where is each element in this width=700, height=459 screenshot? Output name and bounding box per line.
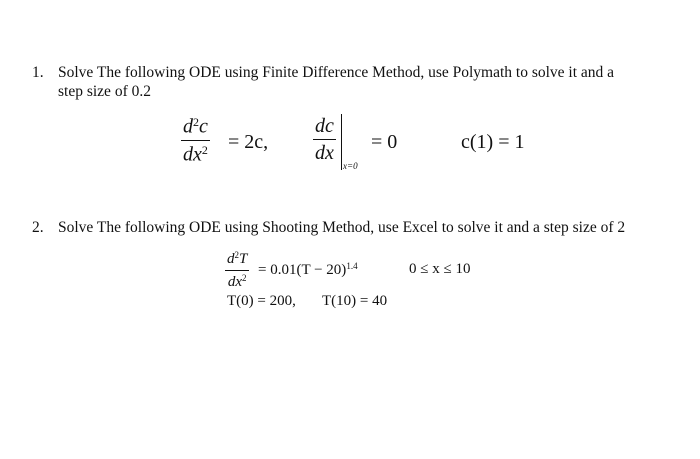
p1-eq1-rhs: = 2c,: [228, 131, 269, 153]
problem-1-text-line-2: step size of 0.2: [58, 83, 151, 100]
evaluation-bar: [341, 114, 342, 170]
p1-dc: dc: [315, 115, 334, 137]
p2-t: T: [239, 250, 248, 267]
p2-boundary-condition-1: T(0) = 200,: [227, 293, 296, 309]
p2-domain: 0 ≤ x ≤ 10: [409, 261, 471, 277]
p1-d: d: [183, 115, 193, 138]
p1-eval-point: x=0: [343, 161, 358, 171]
problem-1-number: 1.: [32, 64, 44, 81]
p2-dx-exp: 2: [242, 273, 247, 284]
problem-1-text-line-1: Solve The following ODE using Finite Difference Method, use Polymath to solve it and a: [58, 64, 615, 81]
p1-dx-2: dx: [315, 142, 334, 165]
p2-rhs-exp: 1.4: [346, 261, 358, 271]
p2-dx: dx: [227, 274, 242, 291]
p2-second-derivative-fraction: [225, 251, 249, 290]
p1-boundary-condition: c(1) = 1: [461, 131, 525, 153]
problem-2-text-line-1: Solve The following ODE using Shooting Method, use Excel to solve it and a step size of 2: [58, 219, 626, 236]
p1-eq2-rhs: = 0: [371, 131, 398, 153]
p1-c: c: [199, 115, 208, 138]
p1-d-exp: 2: [193, 115, 199, 129]
p1-dx-exp: 2: [201, 142, 208, 157]
p1-second-derivative-fraction: [181, 116, 210, 164]
p2-d-exp: 2: [234, 250, 239, 260]
p2-eq1-rhs: [258, 261, 358, 279]
p1-dx: dx: [183, 143, 202, 166]
problem-2-number: 2.: [32, 219, 44, 236]
p1-first-derivative-fraction: [313, 116, 336, 163]
p2-rhs-main: = 0.01(T − 20): [258, 261, 347, 278]
p2-boundary-condition-2: T(10) = 40: [322, 293, 388, 309]
p2-d: d: [227, 250, 235, 267]
